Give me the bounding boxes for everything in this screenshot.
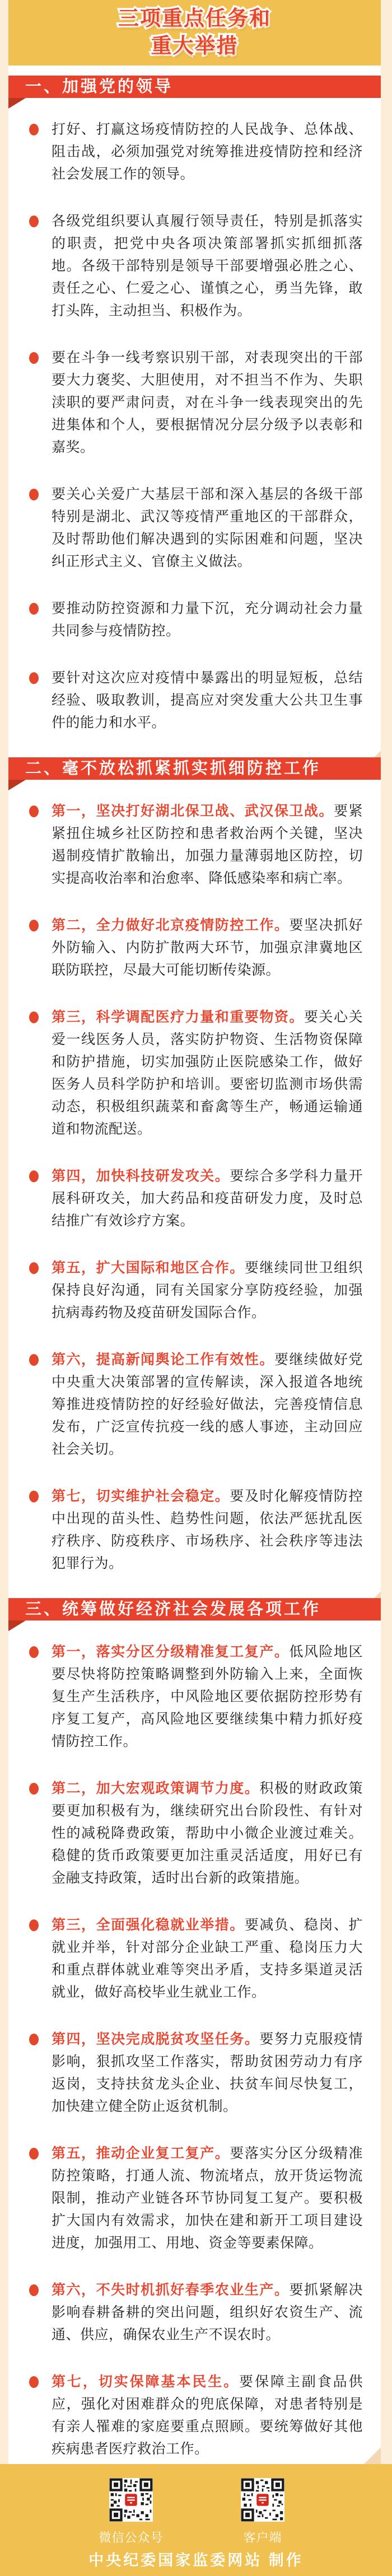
bullet-lead: 第五，扩大国际和地区合作。 — [52, 1260, 245, 1276]
bullet-body: 各级党组织要认真履行领导责任，特别是抓落实的职责，把党中央各项决策部署抓实抓细抓落地。各级干部特别是领导干部要增强必胜之心、责任之心、仁爱之心、谨慎之心，勇当先锋，敢打头阵，主动担当、积极作为。 — [52, 213, 363, 319]
bullet-body: 要关心关爱一线医务人员，落实防护物资、生活物资保障和防护措施，切实加强防止医院感染工作，做好医务人员科学防护和培训。要密切监测市场供需动态，积极组织蔬菜和畜禽等生产，畅通运输通道和物流配送。 — [52, 1009, 363, 1137]
bullet-body: 要努力克服疫情影响，狠抓攻坚工作落实，帮助贫困劳动力有序返岗，支持扶贫龙头企业、扶贫车间尽快复工，加快建立健全防止返贫机制。 — [52, 2031, 363, 2114]
bullet-body: 要抓紧解决影响春耕备耕的突出问题，组织好农资生产、流通、供应，确保农业生产不误农时。 — [52, 2282, 363, 2343]
bullet-lead: 第六，不失时机抓好春季农业生产。 — [52, 2282, 290, 2298]
list-item — [52, 2142, 363, 2254]
bullet-body: 要及时化解疫情防控中出现的苗头性、趋势性问题，依法严惩扰乱医疗秩序、防疫秩序、市场秩序、社会秩序等违法犯罪行为。 — [52, 1488, 363, 1571]
list-item — [52, 667, 363, 734]
list-item — [52, 914, 363, 981]
bullet-body: 要关心关爱广大基层干部和深入基层的各级干部特别是湖北、武汉等疫情严重地区的干部群众，及时帮助他们解决遇到的实际困难和问题，坚决纠正形式主义、官僚主义做法。 — [52, 486, 363, 569]
bullet-lead: 第二，加大宏观政策调节力度。 — [52, 1781, 260, 1796]
bullet-lead: 第二，全力做好北京疫情防控工作。 — [52, 917, 290, 933]
section-3-heading: 三、统筹做好经济社会发展各项工作 — [25, 1600, 321, 1618]
bullet-body: 打好、打赢这场疫情防控的人民战争、总体战、阻击战，必须加强党对统筹推进疫情防控和经济社会发展工作的领导。 — [52, 121, 363, 182]
page-header — [8, 0, 381, 65]
bullet-body: 要继续做好党中央重大决策部署的宣传解读，深入报道各地统筹推进疫情防控的好经验好做法，完善疫情信息发布，广泛宣传抗疫一线的感人事迹，主动回应社会关切。 — [52, 1352, 363, 1457]
wechat-qr-label: 微信公众号 — [99, 2531, 164, 2545]
list-item — [52, 210, 363, 322]
section-2-bullet-list — [8, 800, 381, 1575]
bullet-dot-icon — [29, 920, 39, 931]
bullet-lead: 第七，切实保障基本民生。 — [52, 2374, 240, 2390]
section-party-leadership — [8, 76, 381, 734]
ribbon-fold-icon — [8, 98, 26, 110]
client-app-qr-block — [229, 2478, 296, 2546]
page-title — [8, 0, 381, 59]
section-1-banner — [8, 76, 381, 98]
bullet-body: 要坚决抓好外防输入、内防扩散两大环节，加强京津冀地区联防联控，尽最大可能切断传染源。 — [52, 917, 363, 978]
section-epidemic-control — [8, 757, 381, 1575]
ribbon-fold-icon — [8, 1620, 26, 1633]
bullet-dot-icon — [29, 2376, 39, 2388]
list-item — [52, 1914, 363, 2003]
content-card — [8, 65, 381, 2464]
bullet-body: 要针对这次应对疫情中暴露出的明显短板，总结经验、吸取教训，提高应对突发重大公共卫生事件的能力和水平。 — [52, 670, 363, 730]
bullet-dot-icon — [29, 1919, 39, 1931]
list-item — [52, 1348, 363, 1460]
bullet-body: 要在斗争一线考察识别干部，对表现突出的干部要大力褒奖、大胆使用，对不担当不作为、失职渎职的要严肃问责，对在斗争一线表现突出的先进集体和个人，要根据情况分层分级予以表彰和嘉奖。 — [52, 350, 363, 455]
bullet-dot-icon — [29, 1646, 39, 1658]
bullet-lead: 第三，科学调配医疗力量和重要物资。 — [52, 1009, 304, 1025]
bullet-lead: 第一，坚决打好湖北保卫战、武汉保卫战。 — [52, 803, 334, 819]
section-1-bullet-list — [8, 118, 381, 734]
bullet-body: 要继续同世卫组织保持良好沟通，同有关国家分享防疫经验，加强抗病毒药物及疫苗研发国际合作。 — [52, 1260, 363, 1320]
list-item — [52, 1006, 363, 1140]
bullet-dot-icon — [29, 603, 39, 615]
list-item — [52, 2371, 363, 2460]
bullet-body: 要紧紧扭住城乡社区防控和患者救治两个关键，坚决遏制疫情扩散输出，加强力量薄弱地区防控，切实提高收治率和治愈率、降低感染率和病亡率。 — [52, 803, 363, 886]
client-app-qr-label: 客户端 — [243, 2531, 282, 2545]
bullet-dot-icon — [29, 1354, 39, 1366]
list-item — [52, 1257, 363, 1324]
wechat-qr-block — [97, 2478, 165, 2546]
bullet-lead: 第七，切实维护社会稳定。 — [52, 1488, 230, 1504]
bullet-body: 要保障主副食品供应，强化对困难群众的兜底保障，对患者特别是有亲人罹难的家庭要重点照顾。要统筹做好其他疾病患者医疗救治工作。 — [52, 2374, 363, 2457]
bullet-dot-icon — [29, 2284, 39, 2296]
bullet-body: 要落实分区分级精准防控策略，打通人流、物流堵点，放开货运物流限制，推动产业链各环节协同复工复产。要积极扩大国内有效需求，加快在建和新开工项目建设进度，加强用工、用地、资金等要素保障。 — [52, 2146, 363, 2251]
list-item — [52, 2279, 363, 2346]
bullet-body: 要减负、稳岗、扩就业并举，针对部分企业缺工严重、稳岗压力大和重点群体就业难等突出矛盾，支持多渠道灵活就业，做好高校毕业生就业工作。 — [52, 1917, 363, 2000]
bullet-body: 积极的财政政策要更加积极有为，继续研究出台阶段性、有针对性的减税降费政策，帮助中小微企业渡过难关。稳健的货币政策要更加注重灵活适度，用好已有金融支持政策，适时出台新的政策措施。 — [52, 1781, 363, 1886]
list-item — [52, 118, 363, 185]
bullet-dot-icon — [29, 2034, 39, 2045]
bullet-dot-icon — [29, 489, 39, 500]
bullet-dot-icon — [29, 1011, 39, 1023]
list-item — [52, 483, 363, 573]
bullet-lead: 第五，推动企业复工复产。 — [52, 2146, 230, 2161]
list-item — [52, 597, 363, 642]
bullet-lead: 第四，坚决完成脱贫攻坚任务。 — [52, 2031, 260, 2047]
bullet-lead: 第三，全面强化稳就业举措。 — [52, 1917, 245, 1933]
section-2-heading: 二、毫不放松抓紧抓实抓细防控工作 — [25, 760, 321, 778]
list-item — [52, 1165, 363, 1232]
producer-credit: 中央纪委国家监委网站 制作 — [88, 2552, 304, 2569]
wechat-qr-code-icon — [109, 2478, 153, 2522]
page-title-line1: 三项重点任务和 — [118, 7, 271, 30]
bullet-dot-icon — [29, 216, 39, 227]
list-item — [52, 1777, 363, 1889]
bullet-dot-icon — [29, 805, 39, 817]
list-item — [52, 1485, 363, 1575]
page-title-line2: 重大举措 — [151, 34, 239, 57]
bullet-dot-icon — [29, 672, 39, 684]
bullet-dot-icon — [29, 1170, 39, 1182]
bullet-lead: 第六，提高新闻舆论工作有效性。 — [52, 1352, 274, 1367]
ribbon-fold-icon — [8, 780, 26, 792]
bullet-body: 低风险地区要尽快将防控策略调整到外防输入上来，全面恢复生产生活秩序，中风险地区要依据防控形势有序复工复产，高风险地区要继续集中精力抓好疫情防控工作。 — [52, 1644, 363, 1749]
section-3-bullet-list — [8, 1641, 381, 2464]
bullet-lead: 第一，落实分区分级精准复工复产。 — [52, 1644, 290, 1660]
bullet-dot-icon — [29, 2148, 39, 2160]
list-item — [52, 800, 363, 889]
bullet-body: 要推动防控资源和力量下沉，充分调动社会力量共同参与疫情防控。 — [52, 601, 363, 639]
list-item — [52, 1641, 363, 1753]
bullet-dot-icon — [29, 1491, 39, 1502]
list-item — [52, 346, 363, 458]
bullet-dot-icon — [29, 352, 39, 364]
list-item — [52, 2028, 363, 2118]
section-1-heading: 一、加强党的领导 — [25, 78, 174, 96]
bullet-body: 要综合多学科力量开展科研攻关，加大药品和疫苗研发力度，及时总结推广有效诊疗方案。 — [52, 1168, 363, 1229]
bullet-dot-icon — [29, 1262, 39, 1274]
bullet-dot-icon — [29, 124, 39, 135]
page-footer — [0, 2464, 392, 2576]
client-app-qr-code-icon — [241, 2478, 284, 2522]
bullet-lead: 第四，加快科技研发攻关。 — [52, 1168, 230, 1184]
section-2-banner — [8, 757, 381, 780]
bullet-dot-icon — [29, 1783, 39, 1795]
section-3-banner — [8, 1598, 381, 1620]
section-economic-development — [8, 1598, 381, 2464]
